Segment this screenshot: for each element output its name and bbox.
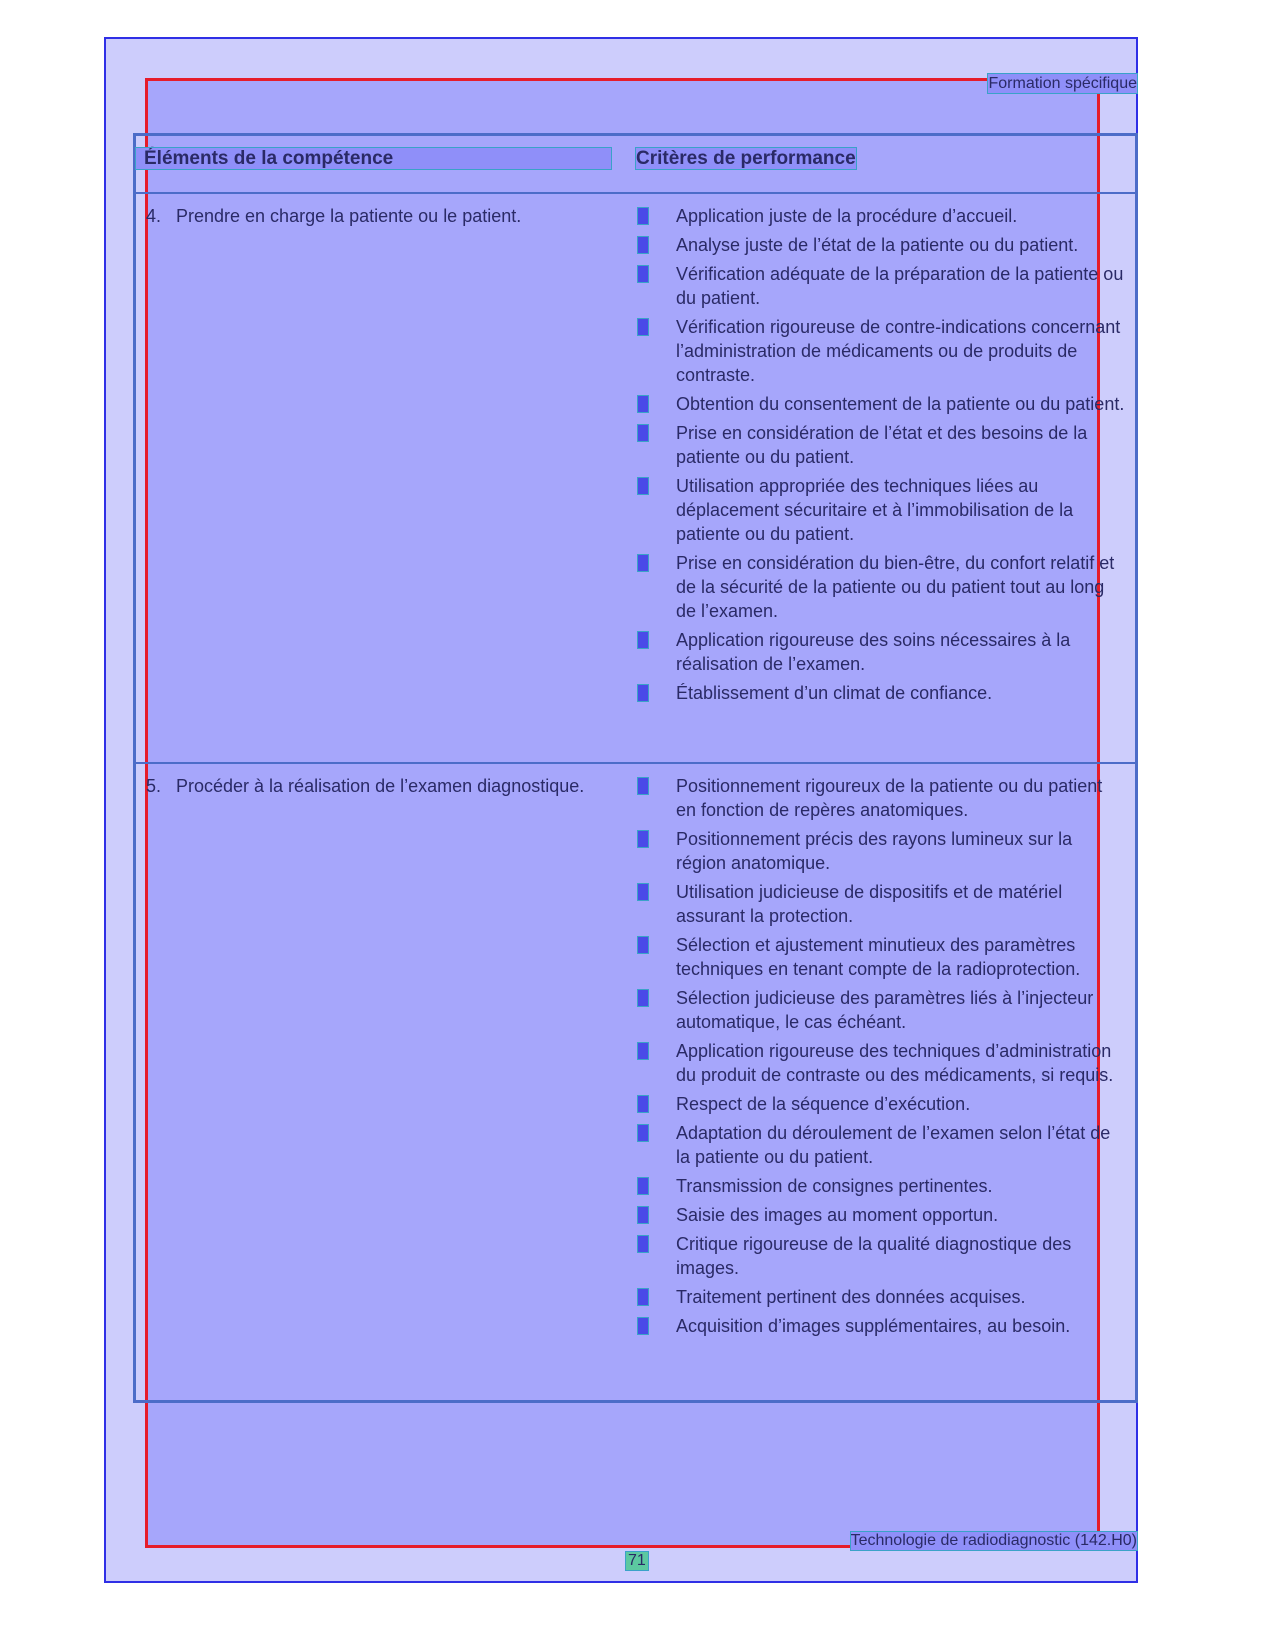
list-item — [636, 774, 1125, 822]
list-item — [636, 1039, 1125, 1087]
element-number: 4. — [146, 206, 162, 226]
bullet-icon — [638, 208, 648, 224]
list-item — [636, 204, 1125, 228]
list-item — [636, 262, 1125, 310]
footer-title: Technologie de radiodiagnostic (142.H0) — [850, 1532, 1137, 1549]
list-item — [636, 880, 1125, 928]
bullet-icon — [638, 425, 648, 441]
element-text: Prendre en charge la patiente ou le patient. — [176, 206, 522, 226]
table-row — [135, 193, 1137, 763]
bullet-icon — [638, 1318, 648, 1334]
bullet-icon — [638, 1289, 648, 1305]
bullet-icon — [638, 555, 648, 571]
bullet-icon — [638, 937, 648, 953]
criterion-text: Prise en considération de l’état et des besoins de la patiente ou du patient. — [676, 423, 1088, 467]
header-note: Formation spécifique — [988, 75, 1137, 92]
bullet-icon — [638, 632, 648, 648]
criterion-text: Adaptation du déroulement de l’examen selon l’état de la patiente ou du patient. — [676, 1122, 1111, 1167]
bullet-icon — [638, 1236, 648, 1252]
criterion-text: Acquisition d’images supplémentaires, au besoin. — [676, 1315, 1071, 1336]
criterion-text: Obtention du consentement de la patiente ou du patient. — [676, 394, 1125, 414]
competence-element — [136, 194, 636, 228]
list-item — [636, 933, 1125, 981]
list-item — [636, 1092, 1125, 1116]
list-item — [636, 474, 1125, 546]
criterion-text: Positionnement précis des rayons lumineux sur la région anatomique. — [676, 828, 1073, 873]
criterion-text: Analyse juste de l’état de la patiente ou du patient. — [676, 235, 1079, 255]
criterion-text: Application rigoureuse des techniques d’administration du produit de contraste ou des médicaments, si requis. — [676, 1040, 1114, 1085]
criteria-list — [636, 194, 1135, 714]
element-number: 5. — [146, 775, 162, 796]
list-item — [636, 421, 1125, 469]
bullet-icon — [638, 831, 648, 847]
list-item — [636, 1203, 1125, 1227]
bullet-icon — [638, 266, 648, 282]
bullet-icon — [638, 685, 648, 701]
list-item — [636, 392, 1125, 416]
bullet-icon — [638, 319, 648, 335]
list-item — [636, 1285, 1125, 1309]
criterion-text: Vérification rigoureuse de contre-indications concernant l’administration de médicaments ou de produits de contraste. — [676, 317, 1121, 385]
criterion-text: Critique rigoureuse de la qualité diagnostique des images. — [676, 1233, 1072, 1278]
header-criteria: Critères de performance — [636, 135, 1137, 194]
criterion-text: Établissement d’un climat de confiance. — [676, 683, 993, 703]
list-item — [636, 233, 1125, 257]
list-item — [636, 681, 1125, 705]
criterion-text: Saisie des images au moment opportun. — [676, 1204, 999, 1225]
criterion-text: Application juste de la procédure d’accueil. — [676, 206, 1018, 226]
list-item — [636, 986, 1125, 1034]
list-item — [636, 628, 1125, 676]
competence-table — [133, 133, 1138, 1403]
criterion-text: Respect de la séquence d’exécution. — [676, 1093, 971, 1114]
element-text: Procéder à la réalisation de l’examen diagnostique. — [176, 775, 585, 796]
list-item — [636, 1121, 1125, 1169]
criterion-text: Utilisation appropriée des techniques liées au déplacement sécuritaire et à l’immobilisation de la patiente ou du patient. — [676, 476, 1074, 544]
criterion-text: Sélection et ajustement minutieux des paramètres techniques en tenant compte de la radioprotection. — [676, 934, 1081, 979]
list-item — [636, 827, 1125, 875]
competence-element — [136, 764, 636, 798]
header-elements: Éléments de la compétence — [135, 135, 637, 194]
bullet-icon — [638, 1043, 648, 1059]
criterion-text: Traitement pertinent des données acquises. — [676, 1286, 1026, 1307]
bullet-icon — [638, 237, 648, 253]
element-cell — [135, 763, 637, 1402]
criterion-text: Utilisation judicieuse de dispositifs et de matériel assurant la protection. — [676, 881, 1063, 926]
bullet-icon — [638, 1178, 648, 1194]
list-item — [636, 315, 1125, 387]
bullet-icon — [638, 1096, 648, 1112]
bullet-icon — [638, 778, 648, 794]
criteria-cell — [636, 193, 1137, 763]
page-number: 71 — [628, 1552, 646, 1569]
bullet-icon — [638, 396, 648, 412]
criterion-text: Vérification adéquate de la préparation de la patiente ou du patient. — [676, 264, 1124, 308]
bullet-icon — [638, 1125, 648, 1141]
list-item — [636, 1174, 1125, 1198]
list-item — [636, 551, 1125, 623]
element-cell — [135, 193, 637, 763]
bullet-icon — [638, 478, 648, 494]
table-row — [135, 763, 1137, 1402]
criterion-text: Transmission de consignes pertinentes. — [676, 1175, 993, 1196]
criteria-list — [636, 764, 1135, 1347]
criterion-text: Positionnement rigoureux de la patiente ou du patient en fonction de repères anatomiques. — [676, 775, 1103, 820]
bullet-icon — [638, 1207, 648, 1223]
list-item — [636, 1232, 1125, 1280]
bullet-icon — [638, 884, 648, 900]
criterion-text: Prise en considération du bien-être, du confort relatif et de la sécurité de la patiente ou du patient tout au long de l’examen. — [676, 553, 1115, 621]
criteria-cell — [636, 763, 1137, 1402]
bullet-icon — [638, 990, 648, 1006]
list-item — [636, 1314, 1125, 1338]
criterion-text: Sélection judicieuse des paramètres liés à l’injecteur automatique, le cas échéant. — [676, 987, 1094, 1032]
criterion-text: Application rigoureuse des soins nécessaires à la réalisation de l’examen. — [676, 630, 1071, 674]
table-header-row — [135, 135, 1137, 194]
